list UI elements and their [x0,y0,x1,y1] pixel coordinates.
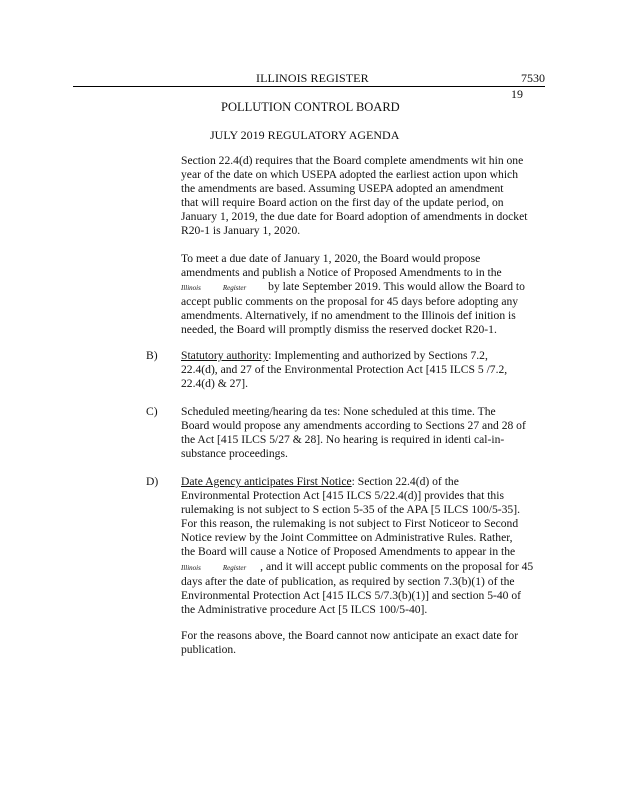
text-line: needed, the Board will promptly dismiss the reserved docket R20-1. [181,323,497,337]
text-line: For this reason, the rulemaking is not subject to First Noticeor to Second [181,517,519,531]
text-line: For the reasons above, the Board cannot now anticipate an exact date for [181,629,519,642]
text-line: rulemaking is not subject to S ection 5-35 of the APA [5 ILCS 100/5-35]. [181,503,520,517]
item-first-notice [181,475,553,617]
register-italic: Illinois [181,563,201,572]
paragraph-proposal-timeline [181,252,553,338]
text-line: year of the date on which USEPA adopted the earliest action upon which [181,168,518,182]
text-line: publication. [181,643,237,657]
text-line: Scheduled meeting/hearing da tes: None scheduled at this time. The [181,405,496,418]
page-number: 7530 [521,71,545,85]
text-line: 22.4(d), and 27 of the Environmental Protection Act [415 ILCS 5 /7.2, [181,363,508,377]
item-label-c: C) [146,405,158,418]
text-line: accept public comments on the proposal for 45 days before adopting any [181,295,519,309]
text-line: the Act [415 ILCS 5/27 & 28]. No hearing is required in identi cal-in- [181,433,505,447]
item-scheduled-hearing [181,405,553,461]
text-line: Date Agency anticipates First Notice: Section 22.4(d) of the [181,475,459,488]
text-line: 22.4(d) & 27]. [181,377,248,391]
text-line: January 1, 2019, the due date for Board adoption of amendments in docket [181,210,528,224]
text-line: the Administrative procedure Act [5 ILCS 100/5-40]. [181,602,428,616]
agenda-title: JULY 2019 REGULATORY AGENDA [210,128,400,142]
paragraph-closing [181,629,553,657]
text-line: days after the date of publication, as required by section 7.3(b)(1) of the [181,574,515,588]
text-line: Environmental Protection Act [415 ILCS 5/7.3(b)(1)] and section 5-40 of [181,588,522,602]
text-line: amendments and publish a Notice of Proposed Amendments to in the [181,266,502,280]
text-line: amendments. Alternatively, if no amendment to the Illinois def inition is [181,309,516,323]
text-line: Board would propose any amendments according to Sections 27 and 28 of [181,419,526,433]
text-line: Environmental Protection Act [415 ILCS 5/22.4(d)] provides that this [181,489,504,503]
register-italic: Register [222,563,247,572]
header-rule [73,86,545,87]
paragraph-due-date [181,154,553,239]
register-italic: Illinois [181,284,201,293]
text-line: the amendments are based. Assuming USEPA adopted an amendment [181,182,504,196]
volume-number: 19 [511,87,523,101]
text-line: Notice review by the Joint Committee on Administrative Rules. Rather, [181,531,513,545]
text-line: R20-1 is January 1, 2020. [181,224,301,238]
text-line: Illinois Register by late September 2019. This would allow the Board to [181,280,525,294]
register-italic: Register [222,284,247,293]
agency-name: POLLUTION CONTROL BOARD [221,100,400,114]
text-line: Section 22.4(d) requires that the Board complete amendments wit hin one [181,154,524,167]
text-line: To meet a due date of January 1, 2020, the Board would propose [181,252,481,265]
text-line: the Board will cause a Notice of Proposed Amendments to appear in the [181,545,516,559]
item-statutory-authority [181,349,553,391]
text-line: that will require Board action on the first day of the update period, on [181,196,504,210]
item-label-d: D) [146,475,159,488]
text-line: Illinois Register , and it will accept public comments on the proposal for 45 [181,559,534,573]
register-title: ILLINOIS REGISTER [256,71,369,85]
item-label-b: B) [146,349,158,362]
text-line: Statutory authority: Implementing and authorized by Sections 7.2, [181,349,488,362]
item-heading: Date Agency anticipates First Notice [181,475,352,488]
item-heading: Statutory authority [181,349,269,362]
text-line: substance proceedings. [181,447,288,461]
